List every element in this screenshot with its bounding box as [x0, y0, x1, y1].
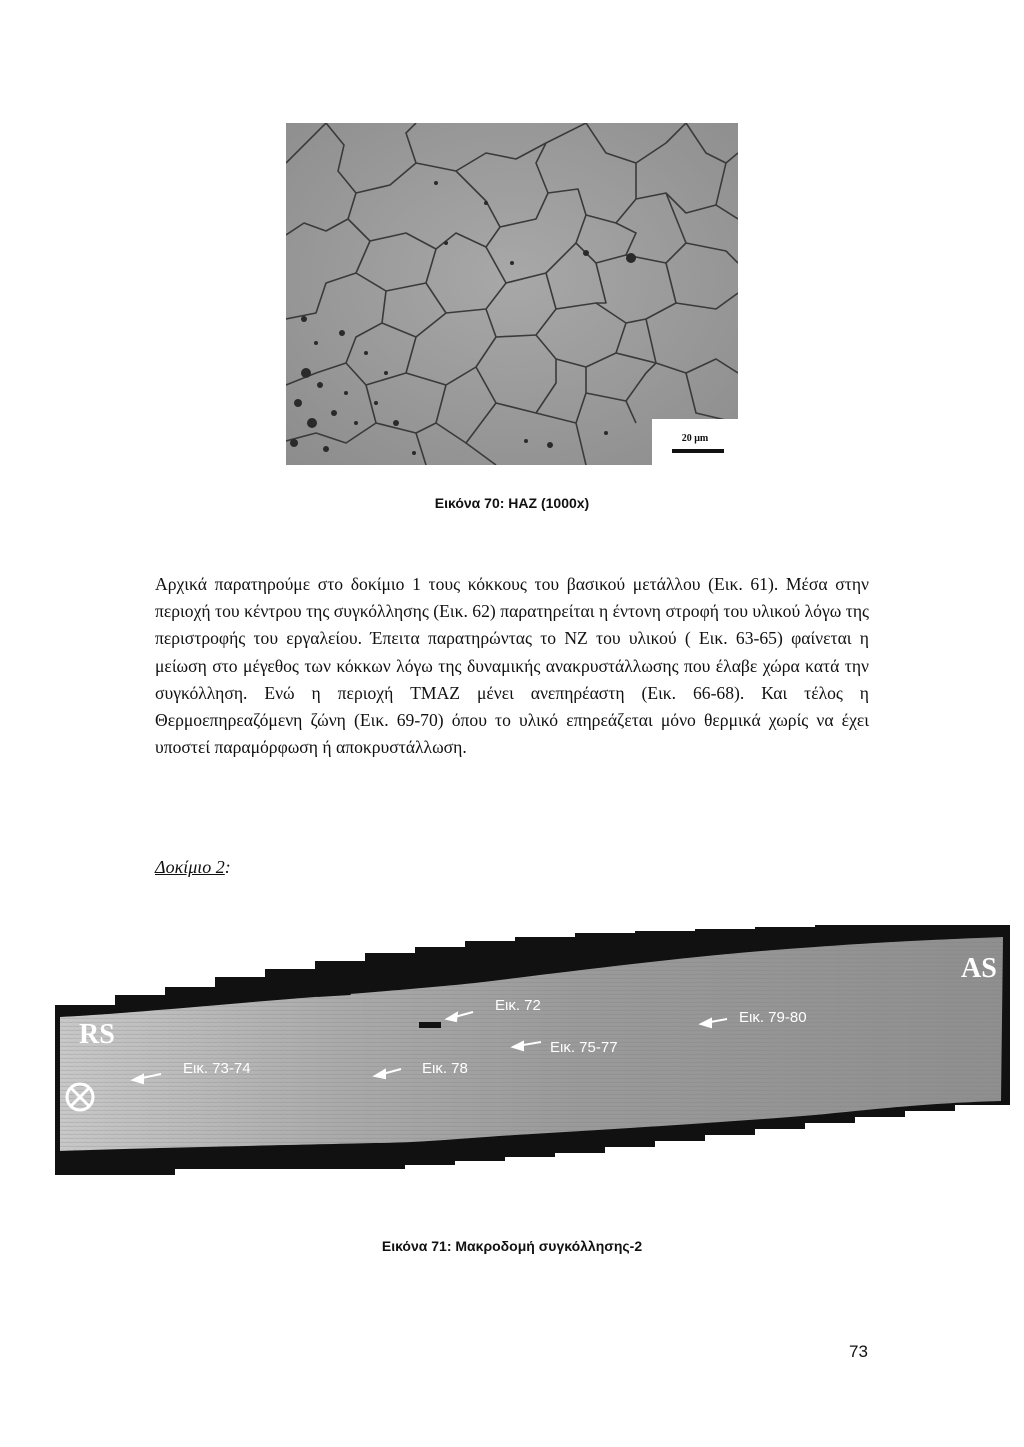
- section-heading-suffix: :: [224, 857, 231, 877]
- rs-label: RS: [79, 1019, 115, 1050]
- annotation-fig73-74: Εικ. 73-74: [183, 1060, 251, 1077]
- as-label: AS: [961, 953, 997, 984]
- annotation-fig78: Εικ. 78: [422, 1060, 468, 1077]
- figure-71-caption: Εικόνα 71: Μακροδομή συγκόλλησης-2: [381, 1238, 643, 1254]
- scale-bar: [672, 449, 724, 453]
- annotation-fig79-80: Εικ. 79-80: [739, 1009, 807, 1026]
- macrostructure-image: [55, 925, 1010, 1175]
- figure-70-caption: Εικόνα 70: HAZ (1000x): [434, 495, 590, 511]
- annotation-fig72: Εικ. 72: [495, 997, 541, 1014]
- section-heading-title: Δοκίμιο 2: [155, 857, 225, 877]
- scale-bar-label: 20 μm: [681, 433, 709, 444]
- body-paragraph: Αρχικά παρατηρούμε στο δοκίμιο 1 τους κόκκους του βασικού μετάλλου (Εικ. 61). Μέσα στην περιοχή του κέντρου της συγκόλλησης (Εικ. 62) παρατηρείται η έντονη στροφή του υλικού λόγω της περιστροφής του εργαλείου. Έπειτα παρατηρώντας το NZ του υλικού ( Εικ. 63-65) φαίνεται η μείωση στο μέγεθος των κόκκων λόγω της δυναμικής ανακρυστάλλωσης που έλαβε χώρα κατά την συγκόλληση. Ενώ η περιοχή TMAZ μένει ανεπηρέαστη (Εικ. 66-68). Και τέλος η Θερμοεπηρεαζόμενη ζώνη (Εικ. 69-70) όπου το υλικό επηρεάζεται μόνο θερμικά χωρίς να έχει υποστεί παραμόρφωση ή αποκρυστάλλωση.: [155, 574, 869, 758]
- micrograph-haz: [286, 123, 738, 465]
- section-heading: [155, 857, 231, 878]
- page-number: 73: [849, 1342, 868, 1361]
- annotation-fig75-77: Εικ. 75-77: [550, 1039, 618, 1056]
